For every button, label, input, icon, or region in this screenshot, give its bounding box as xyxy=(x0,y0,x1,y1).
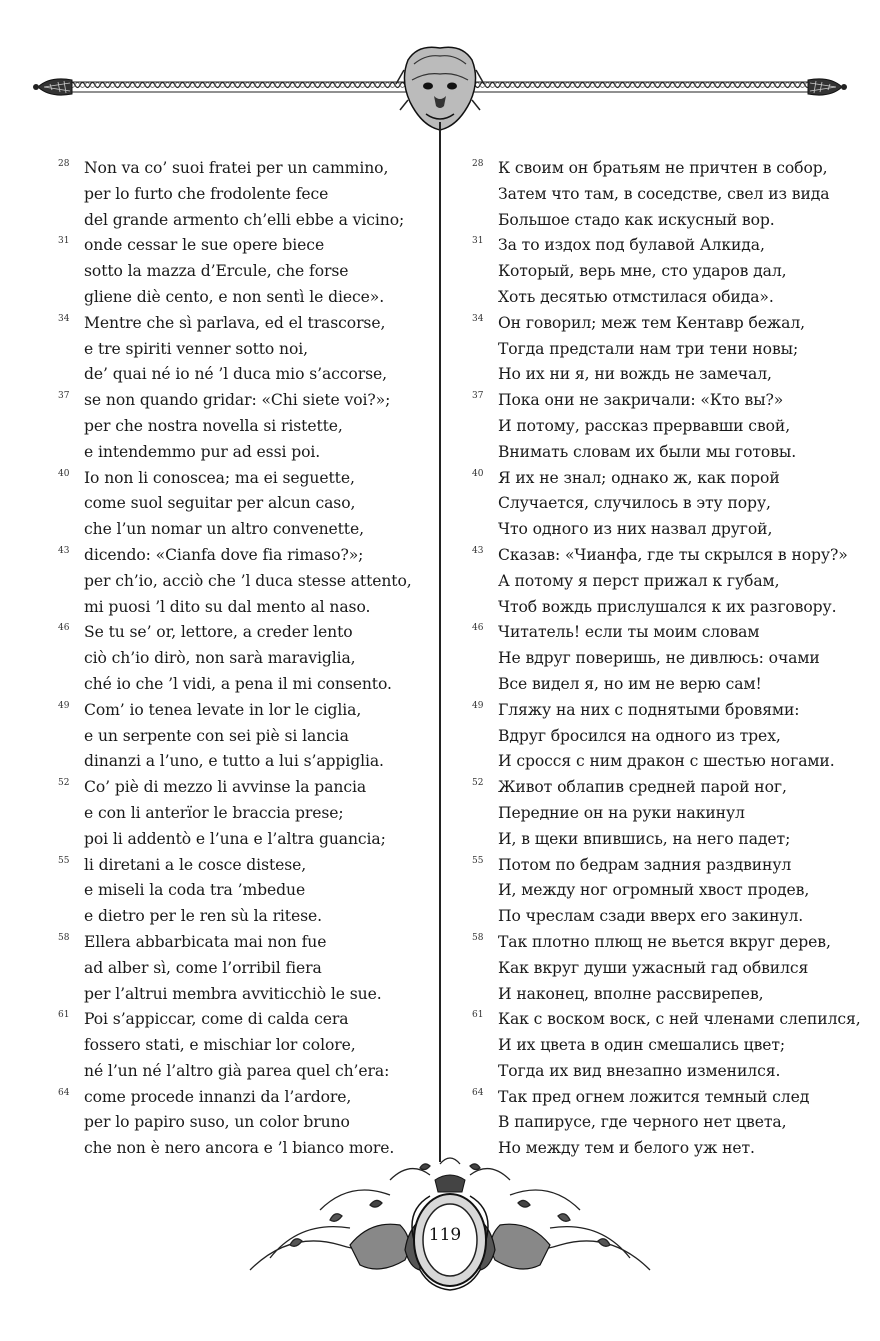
italian-tercet xyxy=(58,620,418,697)
verse-line: Читатель! если ты моим словам xyxy=(498,623,760,642)
verse-line: И сросся с ним дракон с шестью ногами. xyxy=(498,752,835,771)
verse-number: 43 xyxy=(58,545,70,556)
italian-tercet xyxy=(58,543,418,620)
russian-tercet xyxy=(472,543,852,620)
verse-line: Не вдруг поверишь, не дивлюсь: очами xyxy=(498,649,820,668)
verse-line: Который, верь мне, сто ударов дал, xyxy=(498,262,787,281)
verse-number: 40 xyxy=(472,468,484,479)
verse-line: Большое стадо как искусный вор. xyxy=(498,210,775,229)
verse-line: sotto la mazza d’Ercule, che forse xyxy=(84,262,349,281)
verse-line: dicendo: «Cianfa dove fia rimaso?»; xyxy=(84,545,364,564)
verse-number: 28 xyxy=(58,159,70,169)
verse-line: per ch’io, acciò che ’l duca stesse attento, xyxy=(84,571,412,590)
verse-line: e con li anterïor le braccia prese; xyxy=(84,803,344,822)
verse-line: Что одного из них назвал другой, xyxy=(498,520,773,539)
verse-line: Сказав: «Чианфа, где ты скрылся в нору?» xyxy=(498,545,848,564)
verse-number: 43 xyxy=(472,545,484,556)
italian-tercet xyxy=(58,930,418,1007)
russian-tercet xyxy=(472,233,852,310)
verse-line: К своим он братьям не причтен в собор, xyxy=(498,159,828,177)
russian-tercet xyxy=(472,620,852,697)
russian-tercet xyxy=(472,930,852,1007)
verse-line: Он говорил; меж тем Кентавр бежал, xyxy=(498,313,806,332)
italian-tercet xyxy=(58,853,418,930)
verse-line: Гляжу на них с поднятыми бровями: xyxy=(498,700,800,719)
verse-line: come suol seguitar per alcun caso, xyxy=(84,494,356,513)
russian-tercet xyxy=(472,775,852,852)
verse-line: Живот облапив средней парой ног, xyxy=(498,778,787,797)
verse-line: А потому я перст прижал к губам, xyxy=(498,571,780,590)
verse-line: Non va co’ suoi fratei per un cammino, xyxy=(84,159,389,177)
verse-line: Ellera abbarbicata mai non fue xyxy=(84,932,327,951)
verse-line: Com’ io tenea levate in lor le ciglia, xyxy=(84,700,362,719)
verse-number: 34 xyxy=(472,313,484,324)
verse-line: Чтоб вождь прислушался к их разговору. xyxy=(498,597,837,616)
lion-mask-icon xyxy=(396,47,484,130)
verse-line: Как вкруг души ужасный гад обвился xyxy=(498,958,809,977)
verse-line: gliene diè cento, e non sentì le diece». xyxy=(84,287,385,306)
russian-tercet xyxy=(472,311,852,388)
verse-line: per l’altrui membra avviticchiò le sue. xyxy=(84,984,382,1003)
verse-line: del grande armento ch’elli ebbe a vicino; xyxy=(84,210,405,229)
verse-number: 58 xyxy=(58,932,70,943)
italian-tercet xyxy=(58,233,418,310)
right-finial-icon xyxy=(808,79,847,95)
verse-line: Как с воском воск, с ней членами слепился, xyxy=(498,1010,861,1029)
verse-line: se non quando gridar: «Chi siete voi?»; xyxy=(84,391,391,410)
verse-line: fossero stati, e mischiar lor colore, xyxy=(84,1036,356,1055)
verse-line: che l’un nomar un altro convenette, xyxy=(84,520,364,539)
verse-number: 64 xyxy=(58,1087,70,1098)
verse-line: mi puosi ’l dito su dal mento al naso. xyxy=(84,597,371,616)
verse-line: e tre spiriti venner sotto noi, xyxy=(84,339,309,358)
verse-number: 55 xyxy=(58,855,70,866)
verse-line: poi li addentò e l’una e l’altra guancia; xyxy=(84,829,386,848)
verse-line: Io non li conoscea; ma ei seguette, xyxy=(84,468,355,487)
russian-tercet xyxy=(472,388,852,465)
verse-line: Но между тем и белого уж нет. xyxy=(498,1139,755,1158)
verse-line: И наконец, вполне рассвирепев, xyxy=(498,984,764,1003)
verse-line: Так плотно плющ не вьется вкруг дерев, xyxy=(498,932,831,951)
italian-tercet xyxy=(58,698,418,775)
italian-tercet xyxy=(58,466,418,543)
verse-number: 49 xyxy=(472,700,484,711)
verse-number: 49 xyxy=(58,700,70,711)
russian-tercet xyxy=(472,853,852,930)
verse-line: Co’ piè di mezzo li avvinse la pancia xyxy=(84,778,367,797)
verse-line: ciò ch’io dirò, non sarà maraviglia, xyxy=(84,649,356,668)
verse-number: 52 xyxy=(472,778,484,789)
verse-line: de’ quai né io né ’l duca mio s’accorse, xyxy=(84,365,387,384)
verse-line: Так пред огнем ложится темный след xyxy=(498,1087,810,1106)
russian-tercet xyxy=(472,698,852,775)
russian-tercet xyxy=(472,156,852,233)
verse-line: Потом по бедрам задния раздвинул xyxy=(498,855,792,874)
italian-tercet xyxy=(58,311,418,388)
verse-line: По чреслам сзади вверх его закинул. xyxy=(498,907,804,926)
russian-column xyxy=(472,156,861,1162)
verse-line: Тогда предстали нам три тени новы; xyxy=(498,339,799,358)
verse-line: né l’un né l’altro già parea quel ch’era: xyxy=(84,1061,390,1080)
verse-number: 28 xyxy=(472,159,484,169)
verse-number: 52 xyxy=(58,778,70,789)
verse-line: В папирусе, где черного нет цвета, xyxy=(498,1113,787,1132)
verse-line: И, в щеки впившись, на него падет; xyxy=(498,829,791,848)
verse-line: Se tu se’ or, lettore, a creder lento xyxy=(84,623,353,642)
urn-icon xyxy=(435,1158,465,1192)
italian-tercet xyxy=(58,775,418,852)
page-number: 119 xyxy=(428,1225,462,1245)
verse-line: Вдруг бросился на одного из трех, xyxy=(498,726,781,745)
verse-number: 40 xyxy=(58,468,70,479)
verse-line: Mentre che sì parlava, ed el trascorse, xyxy=(84,313,386,332)
russian-tercet xyxy=(472,466,852,543)
italian-tercet xyxy=(58,388,418,465)
verse-line: Poi s’appiccar, come di calda cera xyxy=(84,1010,349,1029)
verse-line: e un serpente con sei piè si lancia xyxy=(84,726,349,745)
verse-line: per lo papiro suso, un color bruno xyxy=(84,1113,350,1132)
verse-line: come procede innanzi da l’ardore, xyxy=(84,1087,352,1106)
verse-line: per che nostra novella si ristette, xyxy=(84,416,343,435)
verse-number: 34 xyxy=(58,313,70,324)
verse-line: ad alber sì, come l’orribil fiera xyxy=(84,958,322,977)
verse-number: 46 xyxy=(472,623,484,634)
verse-line: li diretani a le cosce distese, xyxy=(84,855,307,874)
italian-column xyxy=(58,156,418,1162)
verse-line: Тогда их вид внезапно изменился. xyxy=(498,1061,781,1080)
italian-tercet xyxy=(58,1007,418,1084)
verse-line: ché io che ’l vidi, a pena il mi consento. xyxy=(84,674,392,693)
verse-number: 46 xyxy=(58,623,70,634)
verse-line: Внимать словам их были мы готовы. xyxy=(498,442,797,461)
verse-line: За то издох под булавой Алкида, xyxy=(498,236,765,255)
verse-number: 64 xyxy=(472,1087,484,1098)
verse-line: e dietro per le ren sù la ritese. xyxy=(84,907,322,926)
verse-line: И потому, рассказ прервавши свой, xyxy=(498,416,791,435)
verse-line: onde cessar le sue opere biece xyxy=(84,236,325,255)
verse-line: e miseli la coda tra ’mbedue xyxy=(84,881,306,900)
verse-number: 61 xyxy=(472,1010,484,1021)
verse-line: dinanzi a l’uno, e tutto a lui s’appiglia. xyxy=(84,752,384,771)
verse-number: 61 xyxy=(58,1010,70,1021)
verse-line: Пока они не закричали: «Кто вы?» xyxy=(498,391,784,410)
italian-tercet xyxy=(58,156,418,233)
verse-line: И, между ног огромный хвост продев, xyxy=(498,881,810,900)
verse-number: 31 xyxy=(58,236,70,247)
russian-tercet xyxy=(472,1007,861,1084)
verse-number: 31 xyxy=(472,236,484,247)
verse-line: Я их не знал; однако ж, как порой xyxy=(498,468,780,487)
verse-line: per lo furto che frodolente fece xyxy=(84,184,329,203)
verse-line: Все видел я, но им не верю сам! xyxy=(498,674,762,693)
verse-line: Затем что там, в соседстве, свел из вида xyxy=(498,184,830,203)
verse-number: 55 xyxy=(472,855,484,866)
verse-line: che non è nero ancora e ’l bianco more. xyxy=(84,1139,395,1158)
verse-number: 37 xyxy=(472,391,484,402)
verse-number: 37 xyxy=(58,391,70,402)
verse-line: И их цвета в один смешались цвет; xyxy=(498,1036,786,1055)
verse-line: Передние он на руки накинул xyxy=(498,803,745,822)
verse-line: Хоть десятью отмстилася обида». xyxy=(498,287,774,306)
verse-line: Случается, случилось в эту пору, xyxy=(498,494,771,513)
verse-line: e intendemmo pur ad essi poi. xyxy=(84,442,321,461)
left-finial-icon xyxy=(33,79,72,95)
verse-line: Но их ни я, ни вождь не замечал, xyxy=(498,365,772,384)
verse-number: 58 xyxy=(472,932,484,943)
column-divider xyxy=(439,122,441,1162)
